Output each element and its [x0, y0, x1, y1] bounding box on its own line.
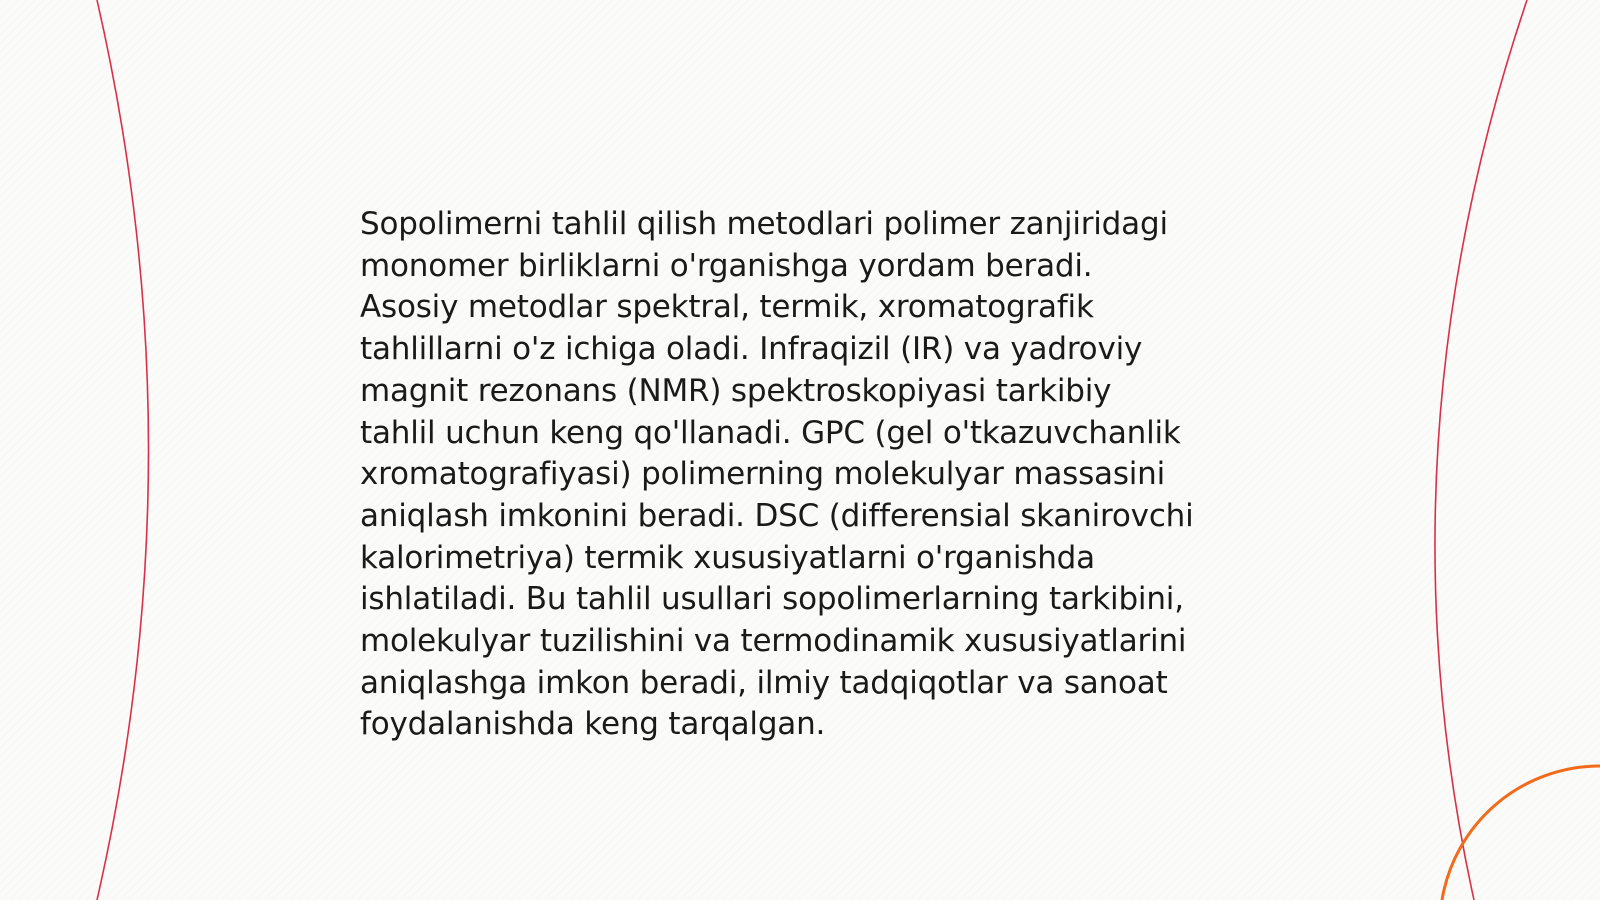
orange-circle-arc — [1442, 766, 1600, 900]
slide-body-text: Sopolimerni tahlil qilish metodlari polimer zanjiridagi monomer birliklarni o'rganishga yordam beradi. Asosiy metodlar spektral, termik, xromatografik tahlillarni o'z ichiga oladi. Infraqizil (IR) va yadroviy magnit rezonans (NMR) spektroskopiyasi tarkibiy tahlil uchun keng qo'llanadi. GPC (gel o'tkazuvchanlik xromatografiyasi) polimerning molekulyar massasini aniqlash imkonini beradi. DSC (differensial skanirovchi kalorimetriya) termik xususiyatlarni o'rganishda ishlatiladi. Bu tahlil usullari sopolimerlarning tarkibini, molekulyar tuzilishini va termodinamik xususiyatlarini aniqlashga imkon beradi, ilmiy tadqiqotlar va sanoat foydalanishda keng tarqalgan. — [360, 206, 1194, 743]
right-red-arc — [1435, 0, 1527, 900]
left-red-arc — [97, 0, 149, 900]
